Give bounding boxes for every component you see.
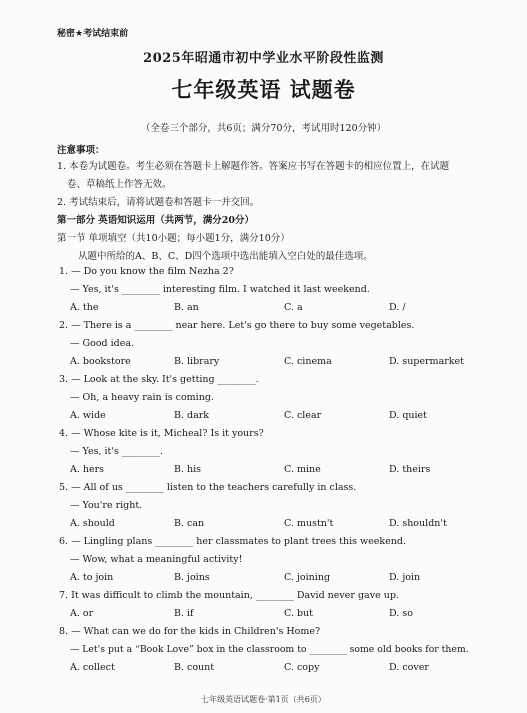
confidential-label: 秘密★考试结束前 (57, 29, 129, 39)
page-footer: 七年级英语试题卷·第1页（共6页） (201, 695, 326, 704)
option-b: B. can (174, 518, 205, 529)
exam-title: 2025年昭通市初中学业水平阶段性监测 (143, 51, 384, 66)
question-line: 3. — Look at the sky. It's getting ________. (59, 374, 259, 385)
option-c: C. clear (284, 410, 322, 421)
option-d: D. shouldn't (389, 518, 447, 529)
option-a: A. should (70, 518, 115, 529)
question-line: 1. — Do you know the film Nezha 2? (59, 266, 234, 277)
option-a: A. wide (70, 410, 106, 421)
question-line: — You're right. (70, 500, 143, 511)
option-d: D. quiet (389, 410, 427, 421)
note-1: 1. 本卷为试题卷。考生必须在答题卡上解题作答。答案应书写在答题卡的相应位置上，在试题 (57, 161, 450, 172)
option-d: D. cover (389, 662, 429, 673)
question-line: — Wow, what a meaningful activity! (70, 554, 243, 565)
option-a: A. to join (70, 572, 114, 583)
question-line: 7. It was difficult to climb the mountain, ________ David never gave up. (59, 590, 399, 601)
note-1-cont: 卷、草稿纸上作答无效。 (67, 179, 172, 190)
question-line: — Oh, a heavy rain is coming. (70, 392, 214, 403)
question-line: — Yes, it's ________ interesting film. I watched it last weekend. (70, 284, 370, 295)
option-a: A. or (70, 608, 94, 619)
option-b: B. count (174, 662, 215, 673)
question-line: 4. — Whose kite is it, Micheal? Is it yours? (59, 428, 264, 439)
option-b: B. if (174, 608, 194, 619)
question-line: 8. — What can we do for the kids in Children's Home? (59, 626, 321, 637)
option-d: D. join (389, 572, 421, 583)
question-line: 2. — There is a ________ near here. Let's go there to buy some vegetables. (59, 320, 415, 331)
option-b: B. dark (174, 410, 210, 421)
section1-heading: 第一节 单项填空（共10小题；每小题1分，满分10分） (57, 233, 290, 244)
option-c: C. a (284, 302, 303, 313)
exam-info: （全卷三个部分，共6页；满分70分，考试用时120分钟） (140, 123, 387, 134)
option-d: D. / (389, 302, 406, 313)
option-b: B. his (174, 464, 202, 475)
section1-instruction: 从题中所给的A、B、C、D四个选项中选出能填入空白处的最佳选项。 (78, 251, 373, 262)
question-line: — Good idea. (70, 338, 135, 349)
question-line: 5. — All of us ________ listen to the teachers carefully in class. (59, 482, 357, 493)
exam-subject-title: 七年级英语 试题卷 (171, 77, 356, 102)
option-b: B. joins (174, 572, 210, 583)
option-a: A. bookstore (70, 356, 131, 367)
question-line: 6. — Lingling plans ________ her classmates to plant trees this weekend. (59, 536, 406, 547)
question-line: — Let's put a “Book Love” box in the classroom to ________ some old books for them. (70, 644, 469, 655)
option-d: D. supermarket (389, 356, 464, 367)
option-c: C. mine (284, 464, 321, 475)
option-c: C. mustn't (284, 518, 334, 529)
option-d: D. so (389, 608, 413, 619)
question-line: — Yes, it's ________. (70, 446, 163, 457)
option-a: A. collect (70, 662, 115, 673)
option-b: B. library (174, 356, 220, 367)
option-c: C. cinema (284, 356, 332, 367)
option-d: D. theirs (389, 464, 431, 475)
part1-heading: 第一部分 英语知识运用（共两节，满分20分） (57, 215, 255, 226)
note-2: 2. 考试结束后，请将试题卷和答题卡一并交回。 (57, 197, 260, 208)
option-c: C. copy (284, 662, 320, 673)
option-c: C. joining (284, 572, 331, 583)
option-a: A. the (70, 302, 99, 313)
option-a: A. hers (70, 464, 105, 475)
option-c: C. but (284, 608, 313, 619)
notes-heading: 注意事项： (57, 145, 105, 156)
option-b: B. an (174, 302, 199, 313)
